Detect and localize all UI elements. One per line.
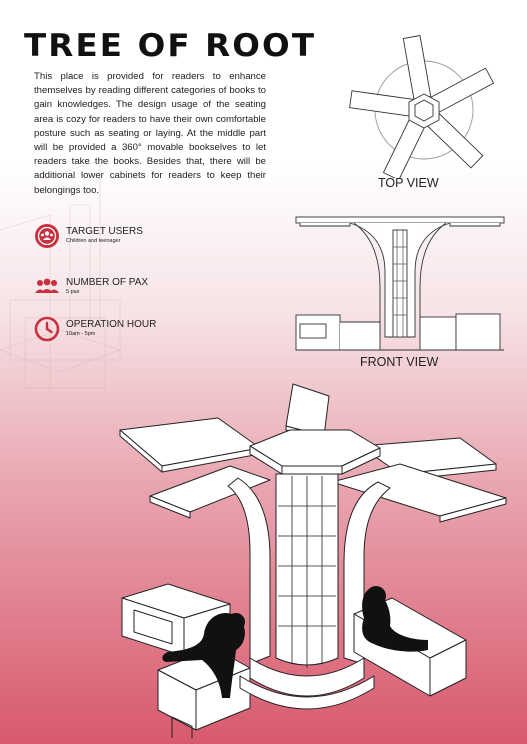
info-value: 10am - 5pm [66, 331, 96, 337]
info-label: NUMBER OF PAX [66, 277, 149, 288]
front-view-caption: FRONT VIEW [360, 355, 439, 369]
top-view-caption: TOP VIEW [378, 176, 439, 190]
clock-icon [34, 316, 60, 342]
top-view-drawing [343, 28, 503, 178]
info-value: Children and teenager [66, 238, 121, 244]
info-label: TARGET USERS [66, 226, 143, 237]
info-target-users [34, 223, 143, 249]
front-view-drawing [290, 212, 510, 352]
target-users-icon [34, 223, 60, 249]
poster-title: TREE OF ROOT [24, 28, 317, 64]
info-label: OPERATION HOUR [66, 319, 157, 330]
people-icon [34, 274, 60, 300]
info-value: 5 pax [66, 289, 80, 295]
info-operation-hour [34, 316, 156, 342]
description-text: This place is provided for readers to enhance themselves by reading different categories of books to gain knowledges. The design usage of the seating area is cozy for readers to have their own comfortable posture such as seating or laying. At the middle part will be provided a 360° movable bookselves to let readers take the books. Besides that, there will be additional lower cabinets for readers to keep their belongings too. [34, 71, 266, 196]
info-number-of-pax [34, 274, 148, 300]
perspective-drawing [110, 378, 510, 738]
